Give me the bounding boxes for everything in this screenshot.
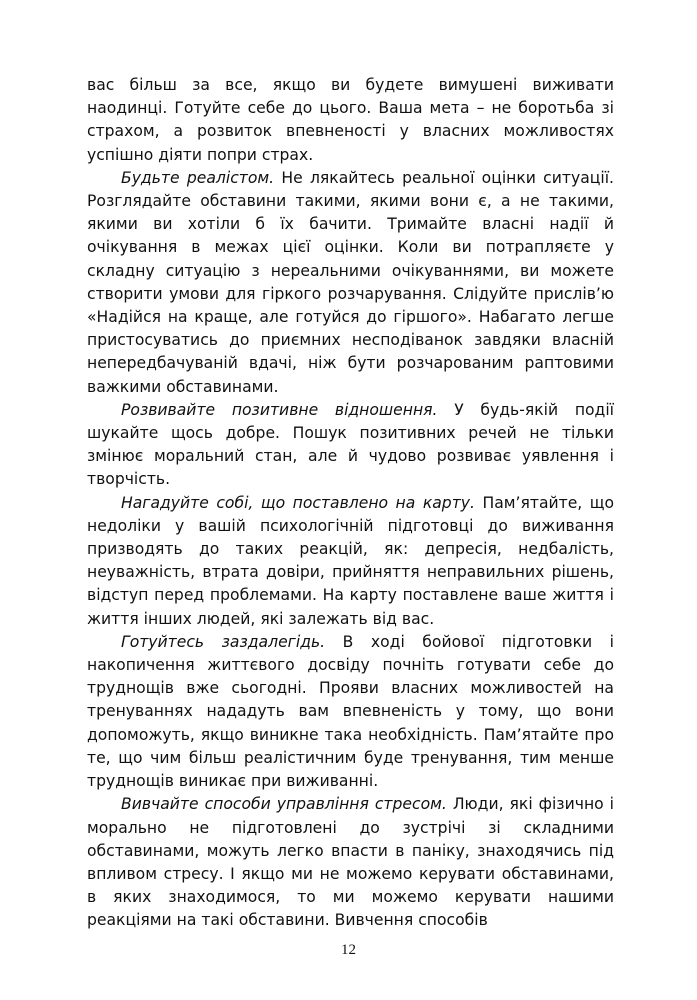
paragraph-heading: Нагадуйте собі, що поставлено на карту. bbox=[121, 493, 475, 512]
paragraph-be-realistic bbox=[87, 167, 614, 399]
paragraph-continuation bbox=[87, 74, 614, 167]
paragraph-heading: Будьте реалістом. bbox=[121, 168, 275, 187]
paragraph-text: вас більш за все, якщо ви будете вимушені виживати наодинці. Готуйте себе до цього. Ваша мета – не боротьба зі страхом, а розвиток впевненості у власних можливостях успішно діяти попри страх. bbox=[87, 76, 614, 164]
paragraph-text: Не лякайтесь реальної оцінки ситуації. Розглядайте обставини такими, якими вони є, а не такими, якими ви хотіли б їх бачити. Тримайте власні надії й очікування в межах цієї оцінки. Коли ви потрапляєте у складну ситуацію з нереальними очікуваннями, ви можете створити умови для гіркого розчарування. Слідуйте прислів’ю «Надійся на краще, але готуйся до гіршого». Набагато легше пристосуватись до приємних несподіванок завдяки власній непередбачуваній вдачі, ніж бути розчарованим раптовими важкими обставинами. bbox=[87, 168, 614, 396]
paragraph-heading: Розвивайте позитивне відношення. bbox=[121, 400, 438, 419]
paragraph-positive-attitude bbox=[87, 399, 614, 492]
paragraph-prepare-in-advance bbox=[87, 631, 614, 793]
paragraph-text: У будь-якій події шукайте щось добре. Пошук позитивних речей не тільки змінює моральний стан, але й чудово розвиває уявлення і творчість. bbox=[87, 400, 615, 489]
paragraph-stress-management bbox=[87, 793, 614, 932]
paragraph-text: Пам’ятайте, що недоліки у вашій психологічній підготовці до виживання призводять до таких реакцій, як: депресія, недбалість, неуважність, втрата довіри, прийняття неправильних рішень, відступ перед проблемами. На карту поставлене ваше життя і життя інших людей, які залежать від вас. bbox=[87, 493, 614, 628]
paragraph-heading: Готуйтесь заздалегідь. bbox=[121, 632, 326, 651]
paragraph-what-is-at-stake bbox=[87, 492, 614, 631]
body-text bbox=[87, 74, 614, 933]
paragraph-text: Люди, які фізично і морально не підготовлені до зустрічі зі складними обставинами, можуть легко впасти в паніку, знаходячись під впливом стресу. І якщо ми не можемо керувати обставинами, в яких знаходимося, то ми можемо керувати нашими реакціями на такі обставини. Вивчення способів bbox=[87, 795, 614, 930]
paragraph-text: В ході бойової підготовки і накопичення життєвого досвіду почніть готувати себе до труднощів вже сьогодні. Прояви власних можливостей на тренуваннях нададуть вам впевненість у тому, що вони допоможуть, якщо виникне така необхідність. Пам’ятайте про те, що чим більш реалістичним буде тренування, тим менше труднощів виникає при виживанні. bbox=[87, 632, 614, 791]
page-number: 12 bbox=[341, 942, 356, 958]
paragraph-heading: Вивчайте способи управління стресом. bbox=[121, 795, 447, 814]
